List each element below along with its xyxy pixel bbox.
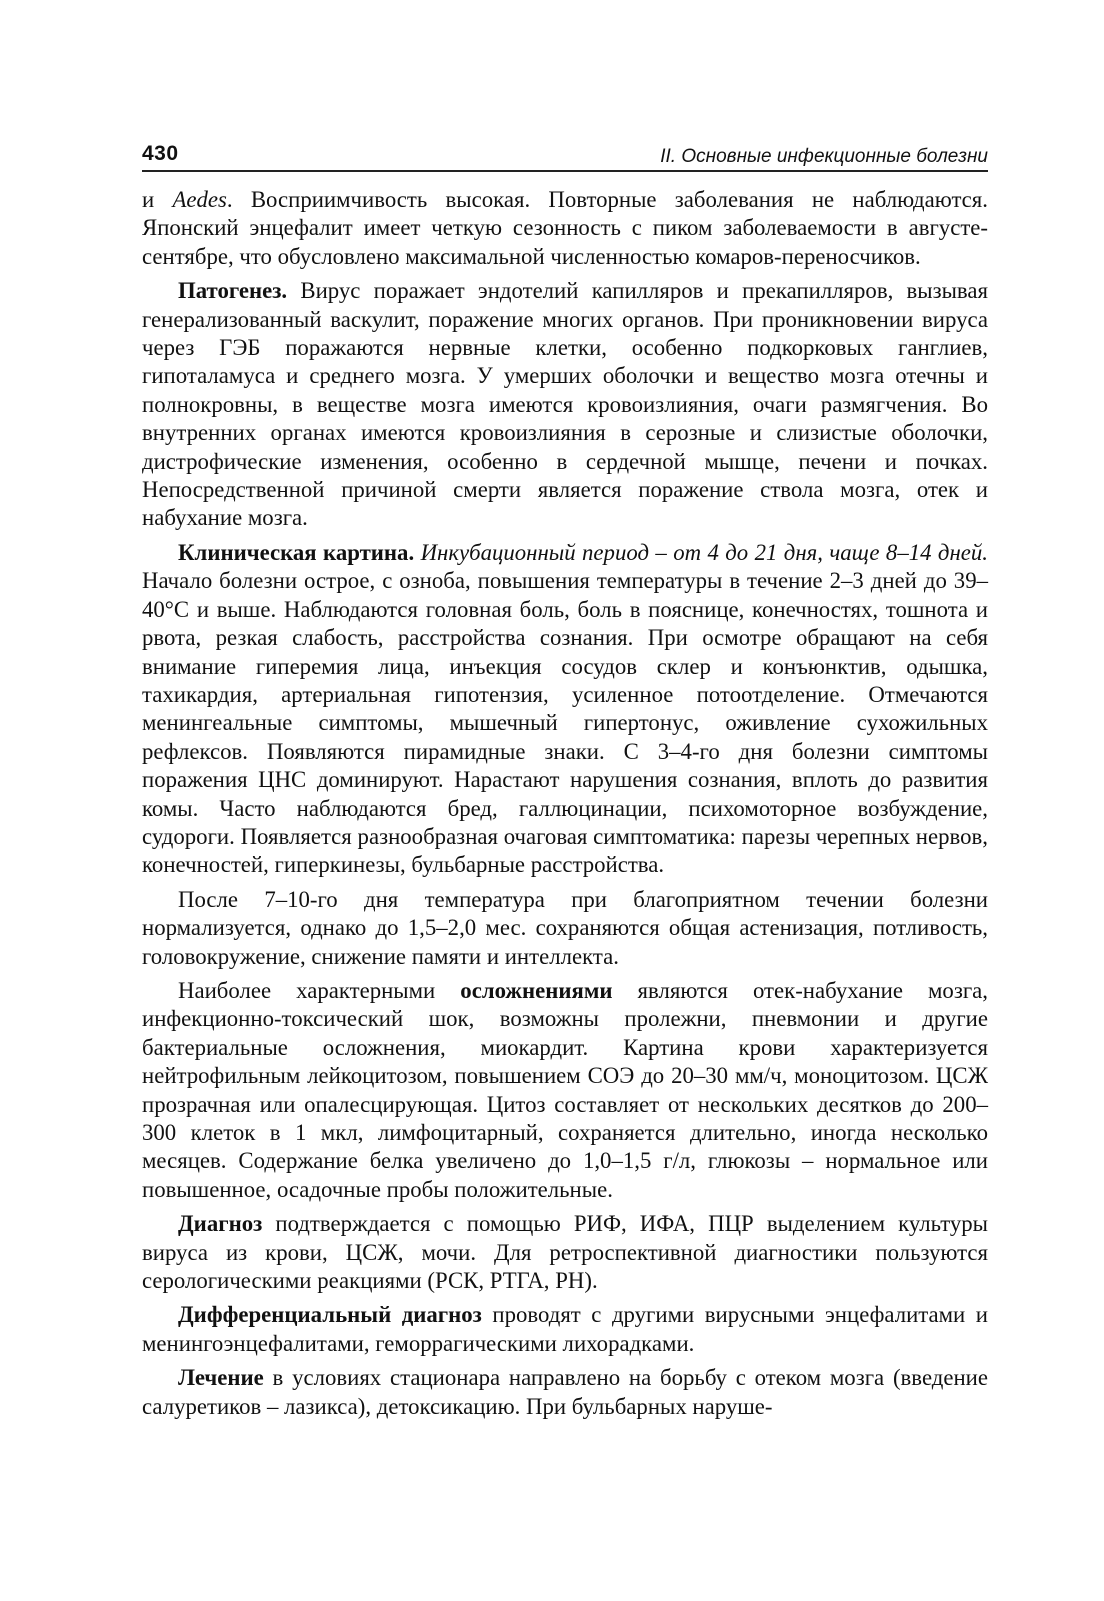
paragraph-clinical-picture: [142, 539, 988, 880]
paragraph-pathogenesis: [142, 277, 988, 533]
paragraph-text: в условиях стационара направлено на борьбу с отеком мозга (введение салуретиков – лазикса), детоксикацию. При бульбарных наруше-: [142, 1365, 988, 1419]
paragraph-text: подтверждается с помощью РИФ, ИФА, ПЦР выделением культуры вируса из крови, ЦСЖ, мочи. Для ретроспективной диагностики пользуются серологическими реакциями (РСК, РТГА, РН).: [142, 1211, 988, 1294]
paragraph-text: Наиболее характерными: [178, 977, 461, 1003]
paragraph-complications: [142, 977, 988, 1204]
section-heading-treatment: Лечение: [178, 1365, 264, 1391]
paragraph-text: . Восприимчивость высокая. Повторные заболевания не наблюдаются. Японский энцефалит имеет четкую сезонность с пиком заболеваемости в августе-сентябре, что обусловлено максимальной численностью комаров-переносчиков.: [142, 187, 988, 269]
paragraph-recovery: [142, 886, 988, 971]
running-head: II. Основные инфекционные болезни: [660, 146, 988, 167]
paragraph-text: После 7–10-го дня температура при благоприятном течении болезни нормализуется, однако до 1,5–2,0 мес. сохраняются общая астенизация, потливость, головокружение, снижение памяти и интеллекта.: [142, 886, 988, 969]
paragraph-text: являются отек-набухание мозга, инфекционно-токсический шок, возможны пролежни, пневмонии и другие бактериальные осложнения, миокардит. Картина крови характеризуется нейтрофильным лейкоцитозом, повышением СОЭ до 20–30 мм/ч, моноцитозом. ЦСЖ прозрачная или опалесцирующая. Цитоз составляет от нескольких десятков до 200–300 клеток в 1 мкл, лимфоцитарный, сохраняется длительно, иногда несколько месяцев. Содержание белка увеличено до 1,0–1,5 г/л, глюкозы – нормальное или повышенное, осадочные пробы положительные.: [142, 977, 988, 1202]
section-heading-complications: осложнениями: [460, 977, 613, 1003]
section-heading-diagnosis: Диагноз: [178, 1211, 263, 1237]
paragraph-text: и: [142, 187, 173, 212]
genus-name: Aedes: [172, 187, 227, 212]
page-number: 430: [142, 142, 179, 165]
paragraph-treatment: [142, 1364, 988, 1421]
paragraph-text: Начало болезни острое, с озноба, повышения температуры в течение 2–3 дней до 39–40°С и выше. Наблюдаются головная боль, боль в пояснице, конечностях, тошнота и рвота, резкая слабость, расстройства сознания. При осмотре обращают на себя внимание гиперемия лица, инъекция сосудов склер и конъюнктив, одышка, тахикардия, артериальная гипотензия, усиленное потоотделение. Отмечаются менингеальные симптомы, мышечный гипертонус, оживление сухожильных рефлексов. Появляются пирамидные знаки. С 3–4-го дня болезни симптомы поражения ЦНС доминируют. Нарастают нарушения сознания, вплоть до развития комы. Часто наблюдаются бред, галлюцинации, психомоторное возбуждение, судороги. Появляется разнообразная очаговая симптоматика: парезы черепных нервов, конечностей, гиперкинезы, бульбарные расстройства.: [142, 568, 988, 878]
section-heading-differential-diagnosis: Дифференциальный диагноз: [178, 1302, 482, 1328]
paragraph-transmission: [142, 186, 988, 271]
section-heading-pathogenesis: Патогенез.: [178, 278, 288, 304]
paragraph-diagnosis: [142, 1210, 988, 1295]
paragraph-text: Вирус поражает эндотелий капилляров и прекапилляров, вызывая генерализованный васкулит, поражение многих органов. При проникновении вируса через ГЭБ поражаются нервные клетки, особенно подкорковых ганглиев, гипоталамуса и среднего мозга. У умерших оболочки и вещество мозга отечны и полнокровны, в веществе мозга имеются кровоизлияния, очаги размягчения. Во внутренних органах имеются кровоизлияния в серозные и слизистые оболочки, дистрофические изменения, особенно в сердечной мышце, печени и почках. Непосредственной причиной смерти является поражение ствола мозга, отек и набухание мозга.: [142, 278, 988, 531]
paragraph-differential-diagnosis: [142, 1301, 988, 1358]
section-heading-clinical-picture: Клиническая картина.: [178, 539, 415, 565]
body-text: [142, 186, 988, 1427]
page-header: [142, 140, 988, 172]
incubation-period: Инкубационный период – от 4 до 21 дня, чаще 8–14 дней.: [414, 539, 988, 565]
paragraph-text: проводят с другими вирусными энцефалитами и менингоэнцефалитами, геморрагическими лихорадками.: [142, 1302, 988, 1356]
